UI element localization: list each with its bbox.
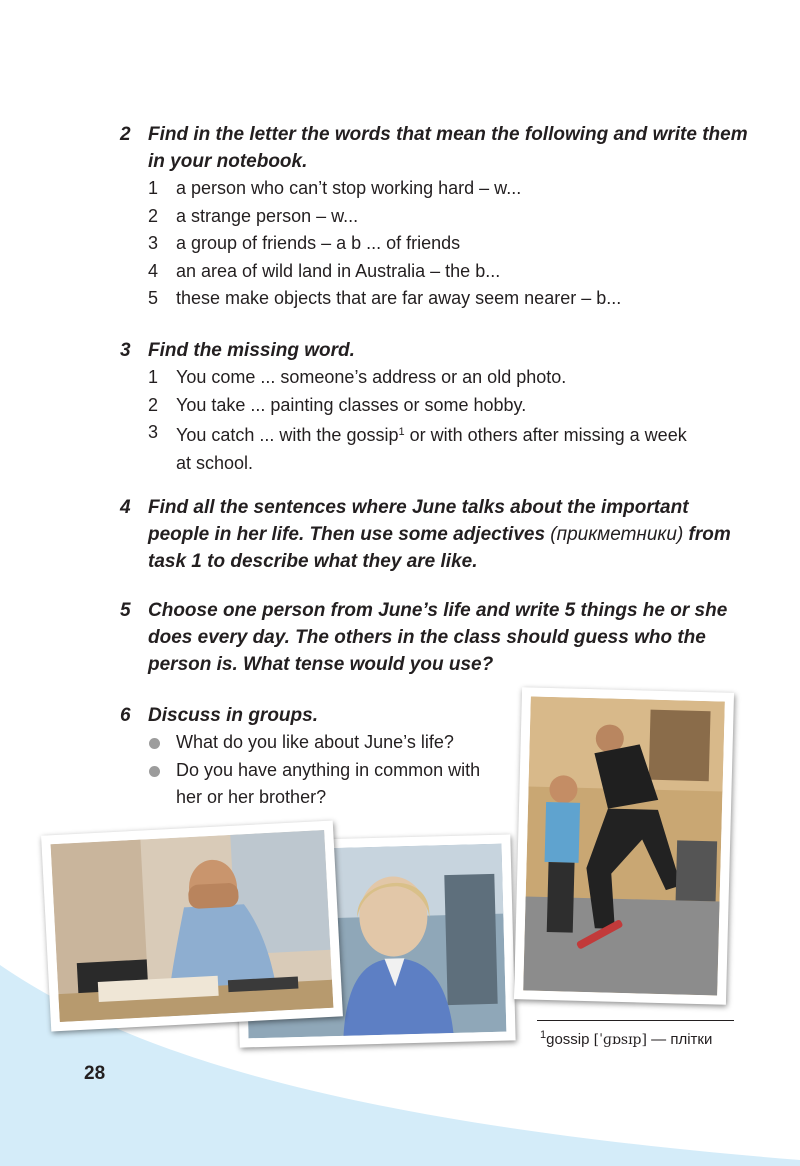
list-item bbox=[148, 419, 704, 477]
item-text: a person who can’t stop working hard – w... bbox=[176, 178, 522, 198]
page-number: 28 bbox=[84, 1063, 106, 1084]
task-number: 6 bbox=[120, 705, 131, 726]
item-text: an area of wild land in Australia – the b... bbox=[176, 260, 501, 281]
task-number: 3 bbox=[120, 340, 131, 361]
task-instruction: Find the missing word. bbox=[148, 340, 355, 361]
task-number: 2 bbox=[120, 124, 131, 145]
photo-stressed-man bbox=[41, 820, 343, 1031]
list-item bbox=[148, 230, 760, 258]
list-item bbox=[148, 175, 760, 203]
translation-hint: (прикметники) bbox=[550, 524, 684, 545]
list-item bbox=[148, 392, 760, 420]
task-instruction bbox=[148, 494, 738, 575]
footnote-word: gossip bbox=[546, 1031, 590, 1048]
item-number: 3 bbox=[148, 233, 159, 253]
item-text: a strange person – w... bbox=[176, 205, 359, 226]
item-text: Do you have anything in common with her or her brother? bbox=[176, 759, 481, 807]
task-items bbox=[148, 175, 760, 313]
item-text: or with others after missing a week at school. bbox=[176, 425, 687, 473]
item-text: What do you like about June’s life? bbox=[176, 732, 454, 752]
item-text: You catch ... with the gossip bbox=[176, 425, 399, 445]
item-number: 1 bbox=[148, 367, 159, 387]
item-text: a group of friends – a b ... of friends bbox=[176, 233, 461, 253]
bullet-icon bbox=[149, 738, 160, 749]
bullet-icon bbox=[149, 766, 160, 777]
item-number: 1 bbox=[148, 178, 159, 198]
footnote bbox=[540, 1025, 712, 1050]
item-number: 3 bbox=[148, 422, 159, 442]
list-item bbox=[148, 729, 510, 757]
task-instruction: Discuss in groups. bbox=[148, 705, 318, 726]
task-5 bbox=[120, 597, 760, 678]
list-item bbox=[148, 285, 760, 313]
item-text: You take ... painting classes or some hobby. bbox=[176, 394, 527, 415]
list-item bbox=[148, 258, 760, 286]
task-6 bbox=[120, 702, 510, 812]
task-items bbox=[148, 364, 760, 477]
item-number: 2 bbox=[148, 394, 159, 415]
item-text: You come ... someone’s address or an old photo. bbox=[176, 367, 567, 387]
footnote-transcription: [ˈɡɒsɪp] bbox=[593, 1032, 647, 1048]
footnote-marker: 1 bbox=[540, 1029, 547, 1041]
task-instruction: Choose one person from June’s life and write 5 things he or she does every day. The others in the class should guess who the person is. What tense would you use? bbox=[148, 600, 728, 675]
footnote-marker: 1 bbox=[398, 426, 405, 438]
item-number: 4 bbox=[148, 260, 159, 281]
item-text: these make objects that are far away seem nearer – b... bbox=[176, 288, 622, 308]
discussion-bullets bbox=[148, 729, 510, 812]
list-item bbox=[148, 364, 760, 392]
list-item bbox=[148, 203, 760, 231]
task-4 bbox=[120, 494, 760, 575]
task-number: 5 bbox=[120, 600, 131, 621]
footnote-divider bbox=[537, 1020, 734, 1021]
task-instruction: Find in the letter the words that mean the following and write them in your notebook. bbox=[148, 124, 748, 172]
task-3 bbox=[120, 337, 760, 477]
task-2 bbox=[120, 121, 760, 313]
instruction-text: Find all the sentences where June talks about the important people in her life. Then use some adjectives bbox=[148, 497, 689, 545]
photo-skateboarders bbox=[514, 687, 734, 1004]
task-number: 4 bbox=[120, 497, 131, 518]
item-number: 5 bbox=[148, 288, 159, 308]
list-item bbox=[148, 757, 486, 812]
item-number: 2 bbox=[148, 205, 159, 226]
footnote-translation: — плітки bbox=[651, 1031, 713, 1048]
instruction-text: from task 1 to describe what they are like. bbox=[148, 524, 731, 572]
